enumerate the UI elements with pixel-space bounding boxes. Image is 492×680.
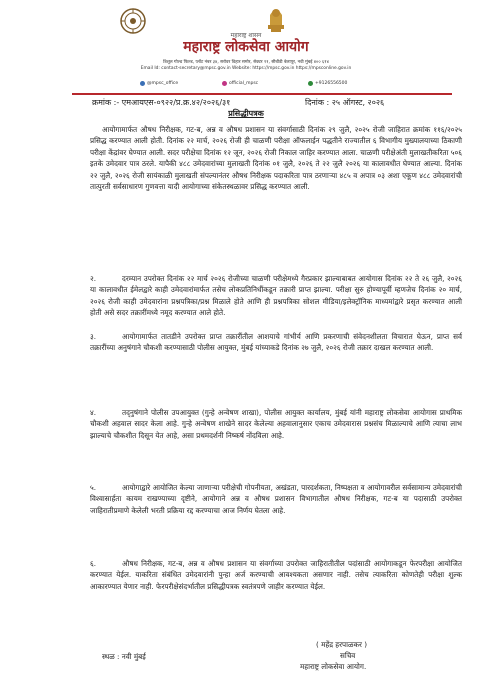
paragraph-text: दरम्यान उपरोक्त दिनांक २२ मार्च २०२६ रोजीच्या चाळणी परीक्षेमध्ये गैरप्रकार झाल्याबाबत आयोगास दिनांक २२ ते २६ जुलै, २०२६ या कालावधीत ईमेलद्वारे काही उमेदवारांमार्फत तसेच लोकप्रतिनिधींकडून तक्रारी प्राप्त झाल्या. परीक्षा सुरु होण्यापूर्वी म्हणजेच दिनांक २० मार्च, २०२६ रोजी काही उमेदवारांना प्रश्नपत्रिका/प्रश्न मिळाले होते आणि ही प्रश्नपत्रिका सोशल मीडिया/इलेक्ट्रॉनिक माध्यमांद्वारे प्रसृत करण्यात आली होती असे सदर तक्रारींमध्ये नमूद करण्यात आले होते. bbox=[90, 274, 462, 318]
social-handles bbox=[140, 81, 360, 91]
letterhead-subtitle: महाराष्ट्र शासन bbox=[230, 32, 262, 39]
header-divider bbox=[72, 93, 452, 95]
instagram-handle: official_mpsc bbox=[222, 81, 258, 86]
paragraph-1 bbox=[90, 124, 462, 192]
paragraph-number: ६. bbox=[90, 559, 97, 568]
paragraph-4 bbox=[90, 407, 462, 441]
signatory-name: ( महेंद्र हरपाळकर ) bbox=[316, 640, 368, 649]
paragraph-text: औषध निरीक्षक, गट-ब, अन्न व औषध प्रशासन या संवर्गाच्या उपरोक्त जाहिरातीतील पदांसाठी आयोगाकडून फेरपरीक्षा आयोजित करण्यात येईल. याकरिता संबंधित उमेदवारांनी पुन्हा अर्ज करण्याची आवश्यकता असणार नाही. तसेच त्याकरिता कोणतेही परीक्षा शुल्क आकारण्यात येणार नाही. फेरपरीक्षेसंदर्भातील प्रसिद्धीपत्रक स्वतंत्रपणे जाहीर करण्यात येईल. bbox=[90, 559, 462, 591]
twitter-icon bbox=[140, 81, 145, 86]
phone-number: +9126556500 bbox=[308, 81, 347, 86]
national-emblem-icon bbox=[263, 3, 289, 33]
paragraph-2 bbox=[90, 273, 462, 319]
paragraph-number: २. bbox=[90, 274, 97, 283]
paragraph-text: तद्नुषंगाने पोलीस उपआयुक्त (गुन्हे अन्वेषण शाखा), पोलीस आयुक्त कार्यालय, मुंबई यांनी महाराष्ट्र लोकसेवा आयोगास प्राथमिक चौकशी अहवाल सादर केला आहे. गुन्हे अन्वेषण शाखेने सादर केलेल्या अहवालानुसार एकाच उमेदवारास प्रश्नसंच मिळाल्याचे आणि त्याचा लाभ झाल्याचे चौकशीत दिसून येत आहे, असा प्रथमदर्शनी निष्कर्ष नोंदविला आहे. bbox=[90, 408, 462, 440]
document-heading: प्रसिद्धीपत्रक bbox=[228, 109, 264, 118]
paragraph-number: ३. bbox=[90, 332, 97, 341]
signatory-organization: महाराष्ट्र लोकसेवा आयोग. bbox=[300, 662, 367, 671]
twitter-handle: @mpsc_office bbox=[140, 81, 178, 86]
paragraph-text: आयोगाद्वारे आयोजित केल्या जाणाऱ्या परीक्षेची गोपनीयता, अखंडता, पारदर्शकता, निष्पक्षता व आयोगावरील सर्वसामान्य उमेदवारांची विश्वासार्हता कायम राखण्याच्या दृष्टीने, आयोगाने अन्न व औषध प्रशासन विभागातील औषध निरीक्षक, गट-ब या पदासाठी उपरोक्त जाहिरातीप्रमाणे केलेली भरती प्रक्रिया रद्द करण्याचा आज निर्णय घेतला आहे. bbox=[90, 483, 462, 515]
letterhead-contact: Email Id: contact-secretary@mpsc.gov.in Website: https://mpsc.gov.in https://mpsconline.gov.in bbox=[140, 66, 352, 71]
paragraph-number: ४. bbox=[90, 408, 97, 417]
letterhead bbox=[0, 0, 492, 118]
paragraph-number: ५. bbox=[90, 483, 97, 492]
paragraph-text: आयोगामार्फत औषध निरीक्षक, गट-ब, अन्न व औषध प्रशासन या संवर्गासाठी दिनांक २९ जुलै, २०२५ रोजी जाहिरात क्रमांक ११६/२०२५ प्रसिद्ध करण्यात आली होती. दिनांक २२ मार्च, २०२६ रोजी ही चाळणी परीक्षा ऑफलाईन पद्धतीने राज्यातील ६ विभागीय मुख्यालयाच्या ठिकाणी परीक्षा केंद्रांवर घेण्यात आली. सदर परीक्षेचा दिनांक १२ जून, २०२६ रोजी निकाल जाहिर करण्यात आला. चाळणी परीक्षेअंती मुलाखतीकरिता ५०६ इतके उमेदवार पात्र ठरले. यापैकी ४८८ उमेदवारांच्या मुलाखती दिनांक ०१ जुलै, २०२६ ते २२ जुलै २०२६ या कालावधीत घेण्यात आल्या. दिनांक २२ जुलै, २०२६ रोजी सायंकाळी मुलाखती संपल्यानंतर औषध निरीक्षक पदाकरिता पात्र ठरणाऱ्या ४८५ व अपात्र ०३ अशा एकूण ४८८ उमेदवारांची तात्पुरती सर्वसाधारण गुणवत्ता यादी आयोगाच्या संकेतस्थळावर प्रसिद्ध करण्यात आली. bbox=[90, 125, 462, 192]
letterhead-title: महाराष्ट्र लोकसेवा आयोग bbox=[183, 39, 309, 55]
reference-number: क्रमांक :- एमआयएस-०९२२/प्र.क्र.४२/२०२६/३१ bbox=[92, 98, 231, 107]
paragraph-3 bbox=[90, 331, 462, 354]
document-date: दिनांक : २५ ऑगस्ट, २०२६ bbox=[305, 98, 385, 107]
signatory-designation: सचिव bbox=[340, 651, 356, 660]
paragraph-text: आयोगामार्फत तातडीने उपरोक्त प्राप्त तक्रारींतील आशयाचे गांभीर्य आणि प्रकरणाची संवेदनशीलता विचारात घेऊन, प्राप्त सर्व तक्रारींच्या अनुषंगाने चौकशी करण्यासाठी पोलीस आयुक्त, मुंबई यांच्याकडे दिनांक २७ जुलै, २०२६ रोजी तक्रार दाखल करण्यात आली. bbox=[90, 332, 462, 353]
paragraph-5 bbox=[90, 482, 462, 516]
instagram-icon bbox=[222, 81, 227, 86]
paragraph-6 bbox=[90, 558, 462, 592]
phone-icon bbox=[308, 81, 313, 86]
letterhead-address: त्रिशूल गोल्ड फिल्ड, प्लॉट नंबर ३४, सरोवर विहार समोर, सेक्टर ११, सीबीडी बेलापूर, नवी मुंबई ४०० ६१४ bbox=[163, 60, 329, 65]
place-of-issue: स्थळ : नवी मुंबई bbox=[102, 652, 146, 661]
